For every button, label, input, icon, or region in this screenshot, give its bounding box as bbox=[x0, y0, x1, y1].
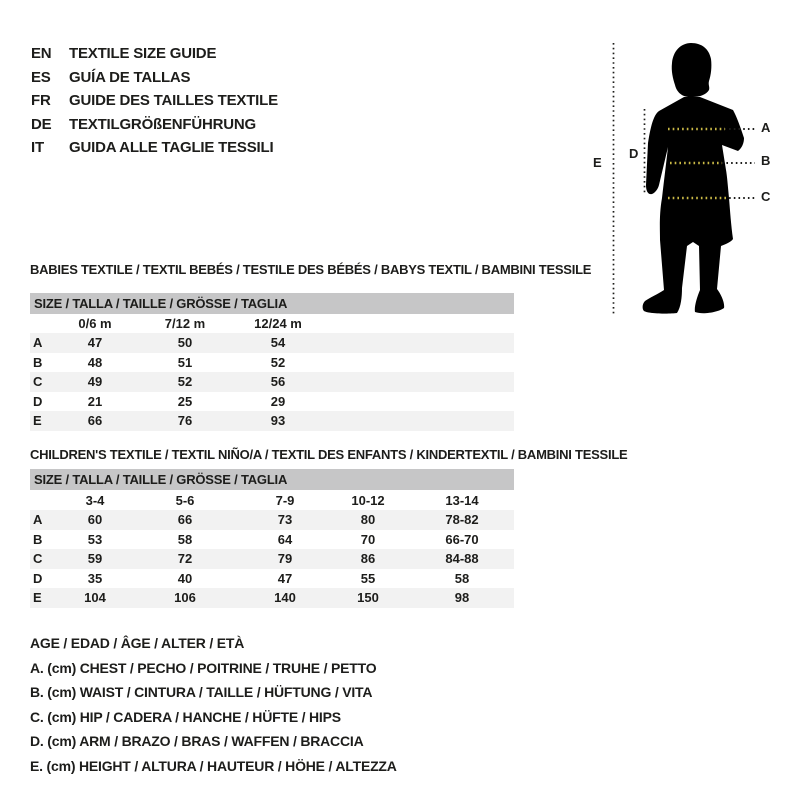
children-size-table bbox=[30, 469, 514, 608]
row-label: B bbox=[33, 354, 43, 370]
filler-cell bbox=[312, 353, 514, 373]
table-row bbox=[30, 530, 514, 550]
hip-label: C bbox=[761, 189, 771, 204]
list-item bbox=[31, 113, 278, 137]
table-cell: 54 bbox=[270, 335, 286, 350]
guide-title: GUIDE DES TAILLES TEXTILE bbox=[69, 92, 278, 109]
filler-cell bbox=[312, 315, 514, 333]
table-cell: 48 bbox=[87, 354, 103, 370]
language-title-list bbox=[31, 42, 278, 160]
table-cell: 86 bbox=[360, 551, 376, 566]
list-item bbox=[31, 89, 278, 113]
table-cell: 106 bbox=[174, 590, 196, 605]
column-header: 13-14 bbox=[445, 493, 479, 508]
table-cell: 73 bbox=[277, 512, 293, 527]
row-label: E bbox=[33, 413, 42, 428]
table-cell: 50 bbox=[177, 335, 193, 350]
table-cell: 35 bbox=[87, 570, 103, 586]
table-cell: 25 bbox=[177, 393, 193, 409]
row-label: D bbox=[33, 570, 43, 586]
measurement-diagram bbox=[585, 35, 797, 327]
table-cell: 66 bbox=[87, 413, 103, 428]
column-header: 7/12 m bbox=[164, 316, 206, 331]
row-label: C bbox=[33, 551, 43, 566]
table-cell: 47 bbox=[87, 335, 103, 350]
chest-label: A bbox=[761, 120, 771, 135]
table-cell: 80 bbox=[360, 512, 376, 527]
column-header: 10-12 bbox=[351, 493, 385, 508]
filler-cell bbox=[312, 333, 514, 353]
size-header-bar: SIZE / TALLA / TAILLE / GRÖSSE / TAGLIA bbox=[30, 293, 514, 314]
table-cell: 59 bbox=[87, 551, 103, 566]
table-cell: 70 bbox=[360, 531, 376, 547]
height-label: E bbox=[593, 155, 602, 170]
table-cell: 58 bbox=[454, 570, 470, 586]
column-header: 3-4 bbox=[85, 493, 105, 508]
row-label: E bbox=[33, 590, 42, 605]
empty-corner-cell bbox=[30, 315, 64, 333]
table-cell: 64 bbox=[277, 531, 293, 547]
table-cell: 53 bbox=[87, 531, 103, 547]
table-column-header-row bbox=[30, 490, 514, 510]
guide-title: TEXTILE SIZE GUIDE bbox=[69, 45, 217, 62]
babies-size-table bbox=[30, 293, 514, 431]
row-label: B bbox=[33, 531, 43, 547]
list-item bbox=[31, 42, 278, 66]
guide-title: GUIDA ALLE TAGLIE TESSILI bbox=[69, 139, 274, 156]
table-row bbox=[30, 372, 514, 392]
row-label: C bbox=[33, 374, 43, 389]
column-header: 5-6 bbox=[175, 493, 195, 508]
guide-title: TEXTILGRÖßENFÜHRUNG bbox=[69, 115, 257, 133]
filler-cell bbox=[312, 392, 514, 412]
list-item bbox=[31, 66, 278, 90]
filler-cell bbox=[312, 411, 514, 431]
size-header-bar: SIZE / TALLA / TAILLE / GRÖSSE / TAGLIA bbox=[30, 469, 514, 490]
arm-label: D bbox=[629, 146, 639, 161]
table-cell: 49 bbox=[87, 374, 103, 389]
table-cell: 150 bbox=[357, 590, 379, 605]
table-row bbox=[30, 392, 514, 412]
language-code: EN bbox=[31, 45, 52, 62]
table-cell: 79 bbox=[277, 551, 293, 566]
child-silhouette-icon bbox=[585, 35, 797, 327]
table-cell: 55 bbox=[360, 570, 376, 586]
table-cell: 56 bbox=[270, 374, 286, 389]
table-cell: 93 bbox=[270, 413, 286, 428]
filler-cell bbox=[312, 372, 514, 392]
row-label: D bbox=[33, 393, 43, 409]
guide-title: GUÍA DE TALLAS bbox=[69, 68, 191, 86]
chest-legend-line: A. (cm) CHEST / PECHO / POITRINE / TRUHE / PETTO bbox=[30, 659, 377, 676]
column-header: 7-9 bbox=[275, 493, 295, 508]
table-cell: 66 bbox=[177, 512, 193, 527]
table-cell: 40 bbox=[177, 570, 193, 586]
table-cell: 58 bbox=[177, 531, 193, 547]
table-row bbox=[30, 569, 514, 589]
hip-legend-line: C. (cm) HIP / CADERA / HANCHE / HÜFTE / HIPS bbox=[30, 708, 341, 725]
table-cell: 76 bbox=[177, 413, 193, 428]
table-cell: 78-82 bbox=[445, 512, 479, 527]
language-code: FR bbox=[31, 92, 51, 109]
measurement-legend bbox=[30, 631, 397, 779]
column-header: 12/24 m bbox=[254, 316, 302, 331]
waist-legend-line: B. (cm) WAIST / CINTURA / TAILLE / HÜFTUNG / VITA bbox=[30, 684, 373, 701]
waist-label: B bbox=[761, 153, 771, 168]
table-cell: 29 bbox=[270, 393, 286, 409]
babies-section-heading: BABIES TEXTILE / TEXTIL BEBÉS / TESTILE DES BÉBÉS / BABYS TEXTIL / BAMBINI TESSILE bbox=[30, 262, 592, 277]
arm-legend-line: D. (cm) ARM / BRAZO / BRAS / WAFFEN / BRACCIA bbox=[30, 733, 364, 750]
table-row bbox=[30, 333, 514, 353]
age-legend-line: AGE / EDAD / ÂGE / ALTER / ETÀ bbox=[30, 635, 245, 651]
column-header: 0/6 m bbox=[78, 316, 112, 331]
table-cell: 66-70 bbox=[445, 531, 479, 547]
row-label: A bbox=[33, 335, 43, 350]
height-legend-line: E. (cm) HEIGHT / ALTURA / HAUTEUR / HÖHE / ALTEZZA bbox=[30, 757, 397, 774]
table-cell: 140 bbox=[274, 590, 296, 605]
list-item bbox=[31, 136, 278, 160]
table-cell: 84-88 bbox=[445, 551, 479, 566]
empty-corner-cell bbox=[30, 491, 64, 510]
table-column-header-row bbox=[30, 314, 514, 333]
table-cell: 60 bbox=[87, 512, 103, 527]
language-code: DE bbox=[31, 115, 52, 133]
table-cell: 98 bbox=[454, 590, 470, 605]
row-label: A bbox=[33, 512, 43, 527]
table-cell: 51 bbox=[177, 354, 193, 370]
table-cell: 47 bbox=[277, 570, 293, 586]
table-row bbox=[30, 411, 514, 431]
table-row bbox=[30, 353, 514, 373]
language-code: ES bbox=[31, 68, 51, 86]
table-row bbox=[30, 510, 514, 530]
children-section-heading: CHILDREN'S TEXTILE / TEXTIL NIÑO/A / TEXTIL DES ENFANTS / KINDERTEXTIL / BAMBINI TESSILE bbox=[30, 447, 628, 462]
table-row bbox=[30, 588, 514, 608]
table-cell: 21 bbox=[87, 393, 103, 409]
table-row bbox=[30, 549, 514, 569]
table-cell: 72 bbox=[177, 551, 193, 566]
table-cell: 52 bbox=[270, 354, 286, 370]
language-code: IT bbox=[31, 139, 44, 156]
table-cell: 104 bbox=[84, 590, 106, 605]
table-cell: 52 bbox=[177, 374, 193, 389]
